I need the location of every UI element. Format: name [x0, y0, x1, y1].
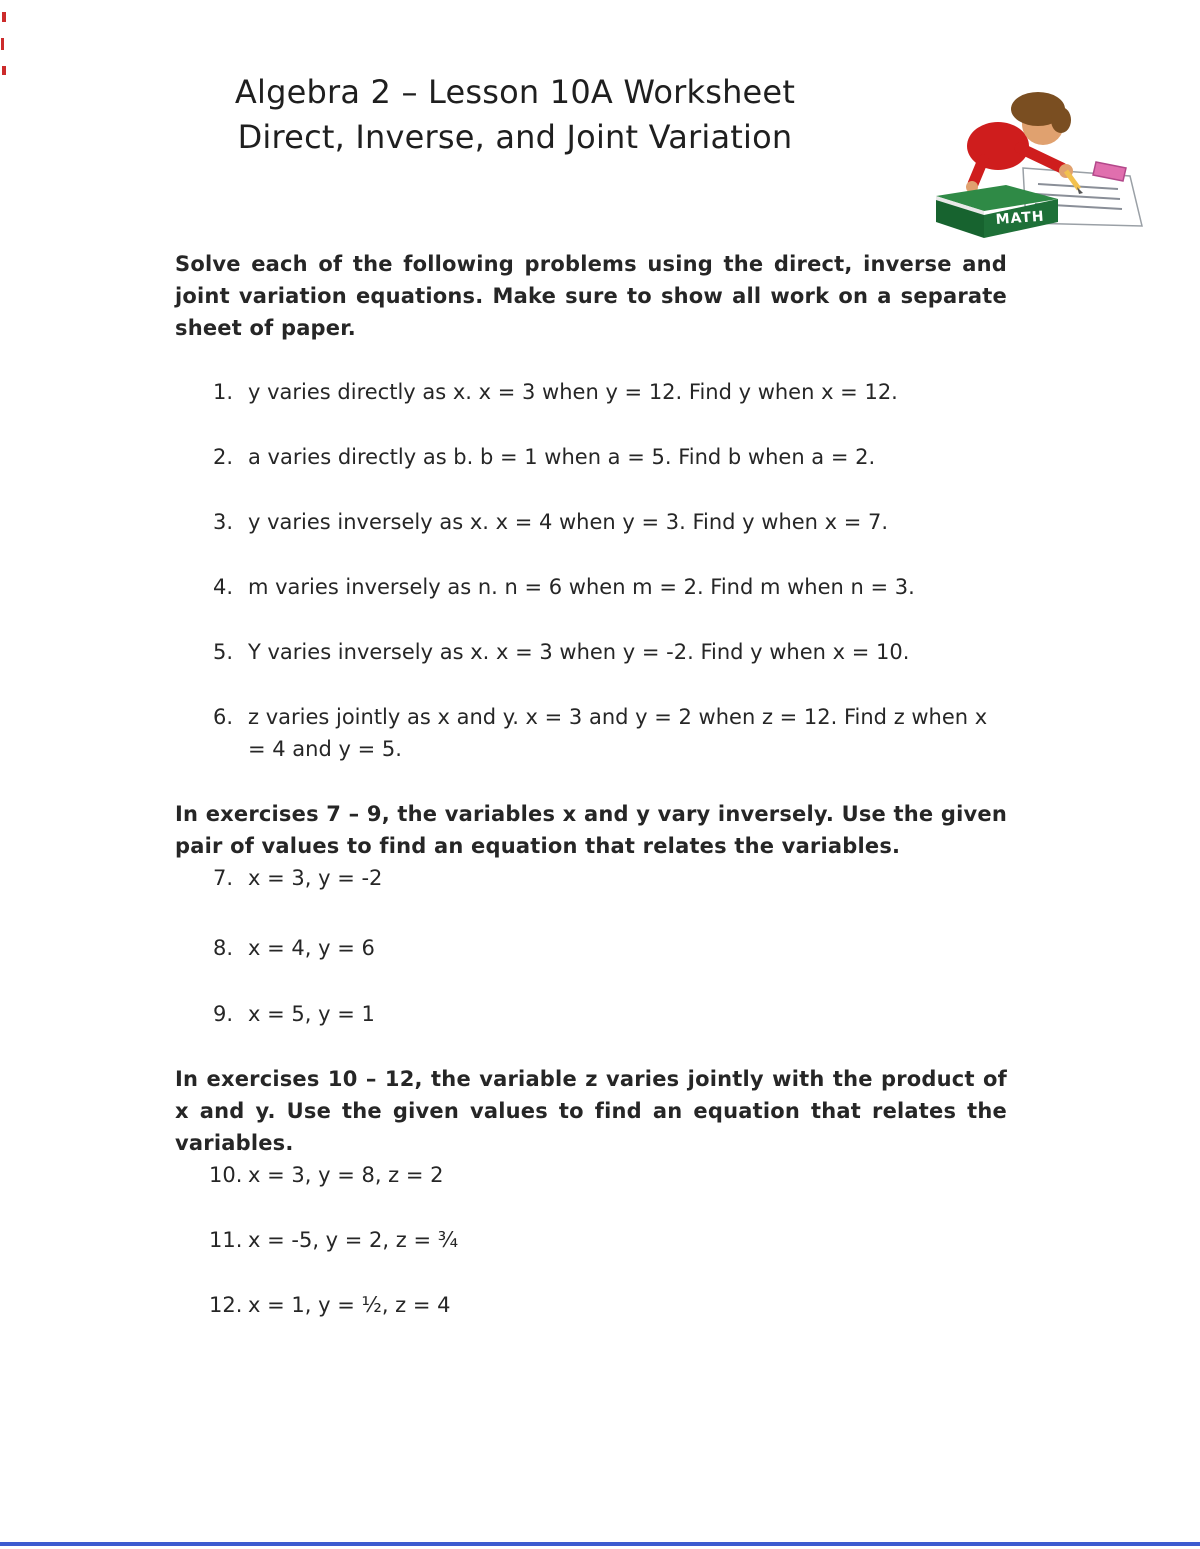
page-title-line2: Direct, Inverse, and Joint Variation	[237, 118, 793, 156]
problem-number: 1.	[213, 380, 234, 404]
problem-item	[175, 441, 1007, 473]
problem-item	[175, 701, 1007, 765]
problem-item	[175, 1289, 1007, 1321]
problem-number: 3.	[213, 510, 234, 534]
problem-item	[175, 636, 1007, 668]
problem-text: x = 3, y = -2	[248, 866, 383, 890]
problem-item	[175, 506, 1007, 538]
page-bottom-border	[0, 1542, 1200, 1546]
problem-number: 2.	[213, 445, 234, 469]
boy-right-arm	[1020, 148, 1062, 168]
problem-text: y varies inversely as x. x = 4 when y = 3. Find y when x = 7.	[248, 510, 889, 534]
math-book-label: MATH	[995, 208, 1046, 228]
scan-artifact	[2, 12, 6, 22]
worksheet-content	[175, 248, 1007, 1354]
problem-item	[175, 1224, 1007, 1256]
problem-number: 5.	[213, 640, 234, 664]
problem-number: 4.	[213, 575, 234, 599]
problem-item	[175, 998, 1007, 1030]
problem-item	[175, 932, 1007, 964]
problem-number: 12.	[209, 1293, 243, 1317]
problem-text: y varies directly as x. x = 3 when y = 12. Find y when x = 12.	[248, 380, 898, 404]
math-kid-clipart	[928, 68, 1154, 246]
section-7-9-instructions: In exercises 7 – 9, the variables x and y vary inversely. Use the given pair of values to find an equation that relates the variables.	[175, 802, 1007, 858]
scan-artifact	[1, 38, 4, 50]
boy-hair-side	[1051, 107, 1071, 133]
page-title-line1: Algebra 2 – Lesson 10A Worksheet	[234, 73, 796, 111]
problem-number: 11.	[209, 1228, 243, 1252]
problem-number: 8.	[213, 936, 234, 960]
section-10-12-instructions: In exercises 10 – 12, the variable z varies jointly with the product of x and y. Use the given values to find an equation that relates the variables.	[175, 1067, 1007, 1155]
problem-number: 9.	[213, 1002, 234, 1026]
boy-left-arm	[973, 160, 983, 184]
section-exercises-7-9	[175, 798, 1007, 1030]
problem-item	[175, 571, 1007, 603]
problem-number: 7.	[213, 866, 234, 890]
math-kid-clipart-svg	[928, 68, 1154, 246]
problem-number: 6.	[213, 705, 234, 729]
problem-text: x = 3, y = 8, z = 2	[248, 1163, 444, 1187]
problem-text: Y varies inversely as x. x = 3 when y = -2. Find y when x = 10.	[248, 640, 910, 664]
problem-number: 10.	[209, 1163, 243, 1187]
problem-item	[175, 862, 1007, 894]
problem-text: x = 4, y = 6	[248, 936, 375, 960]
problem-text: a varies directly as b. b = 1 when a = 5. Find b when a = 2.	[248, 445, 876, 469]
page-title	[0, 70, 1030, 160]
problem-text: m varies inversely as n. n = 6 when m = 2. Find m when n = 3.	[248, 575, 915, 599]
problems-1-6	[175, 376, 1007, 765]
problem-item	[175, 376, 1007, 408]
section-exercises-10-12	[175, 1063, 1007, 1321]
problem-text: x = 5, y = 1	[248, 1002, 375, 1026]
problem-text: x = 1, y = ½, z = 4	[248, 1293, 451, 1317]
problem-item	[175, 1159, 1007, 1191]
problem-text: z varies jointly as x and y. x = 3 and y = 2 when z = 12. Find z when x = 4 and y = 5.	[248, 705, 988, 761]
problem-text: x = -5, y = 2, z = ¾	[248, 1228, 459, 1252]
instructions-paragraph: Solve each of the following problems using the direct, inverse and joint variation equations. Make sure to show all work on a separate sheet of paper.	[175, 252, 1007, 340]
